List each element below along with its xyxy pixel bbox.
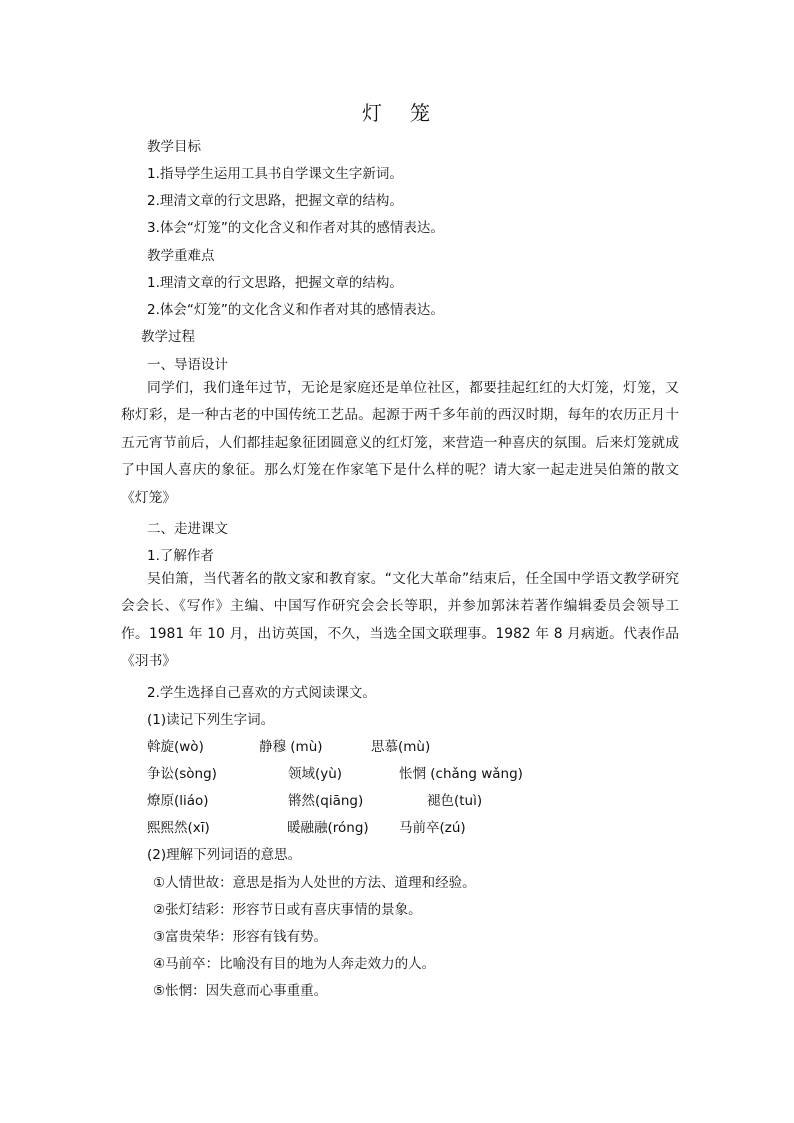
vocab-heading: (1)读记下列生字词。 <box>147 712 275 728</box>
page-title <box>0 97 794 126</box>
objective-item: 2.理清文章的行文思路，把握文章的结构。 <box>147 193 403 209</box>
section-heading-text: 二、走进课文 <box>147 521 228 537</box>
vocab-word: 斡旋(wò) <box>147 739 204 755</box>
meaning-item: ④马前卒：比喻没有目的地为人奔走效力的人。 <box>153 956 436 972</box>
vocab-word: 暖融融(róng) <box>287 820 369 836</box>
objectives-heading: 教学目标 <box>147 139 201 155</box>
vocab-word: 争讼(sòng) <box>147 766 217 782</box>
sub-heading-reading: 2.学生选择自己喜欢的方式阅读课文。 <box>147 685 376 701</box>
vocab-word: 马前卒(zú) <box>399 820 466 836</box>
vocab-word: 领域(yù) <box>288 766 343 782</box>
intro-paragraph: 同学们，我们逢年过节，无论是家庭还是单位社区，都要挂起红红的大灯笼，灯笼，又称灯彩，是一种古老的中国传统工艺品。起源于两千多年前的西汉时期，每年的农历正月十五元宵节前后，人们都挂起象征团圆意义的红灯笼，来营造一种喜庆的氛围。后来灯笼就成了中国人喜庆的象征。那么灯笼在作家笔下是什么样的呢？请大家一起走进吴伯箫的散文《灯笼》 <box>121 380 679 506</box>
vocab-word: 怅惘 (chǎng wǎng) <box>399 766 523 782</box>
objective-item: 1.指导学生运用工具书自学课文生字新词。 <box>147 166 403 182</box>
process-heading: 教学过程 <box>141 329 195 345</box>
vocab-word: 褪色(tuì) <box>427 793 483 809</box>
meaning-item: ③富贵荣华：形容有钱有势。 <box>153 929 328 945</box>
sub-heading-author: 1.了解作者 <box>147 548 214 564</box>
vocab-word: 思慕(mù) <box>371 739 431 755</box>
meaning-heading: (2)理解下列词语的意思。 <box>147 847 302 863</box>
key-points-heading: 教学重难点 <box>147 248 215 264</box>
section-heading-intro: 一、导语设计 <box>147 357 228 373</box>
vocab-word: 燎原(liáo) <box>147 793 209 809</box>
title-char-2: 笼 <box>410 101 432 125</box>
key-point-item: 2.体会“灯笼”的文化含义和作者对其的感情表达。 <box>147 302 444 318</box>
key-point-item: 1.理清文章的行文思路，把握文章的结构。 <box>147 275 403 291</box>
vocab-word: 锵然(qiāng) <box>288 793 364 809</box>
objective-item: 3.体会“灯笼”的文化含义和作者对其的感情表达。 <box>147 220 444 236</box>
meaning-item: ⑤怅惘：因失意而心事重重。 <box>153 983 328 999</box>
vocab-word: 熙熙然(xī) <box>147 820 210 836</box>
title-char-1: 灯 <box>362 101 384 125</box>
vocab-word: 静穆 (mù) <box>259 739 323 755</box>
meaning-item: ②张灯结彩：形容节日或有喜庆事情的景象。 <box>153 902 422 918</box>
author-paragraph: 吴伯箫，当代著名的散文家和教育家。“文化大革命”结束后，任全国中学语文教学研究会会长、《写作》主编、中国写作研究会会长等职，并参加郭沫若著作编辑委员会领导工作。1981 年 10 月，出访英国，不久，当选全国文联理事。1982 年 8 月病逝。代表作品《羽书》 <box>121 571 679 670</box>
meaning-item: ①人情世故：意思是指为人处世的方法、道理和经验。 <box>153 875 476 891</box>
